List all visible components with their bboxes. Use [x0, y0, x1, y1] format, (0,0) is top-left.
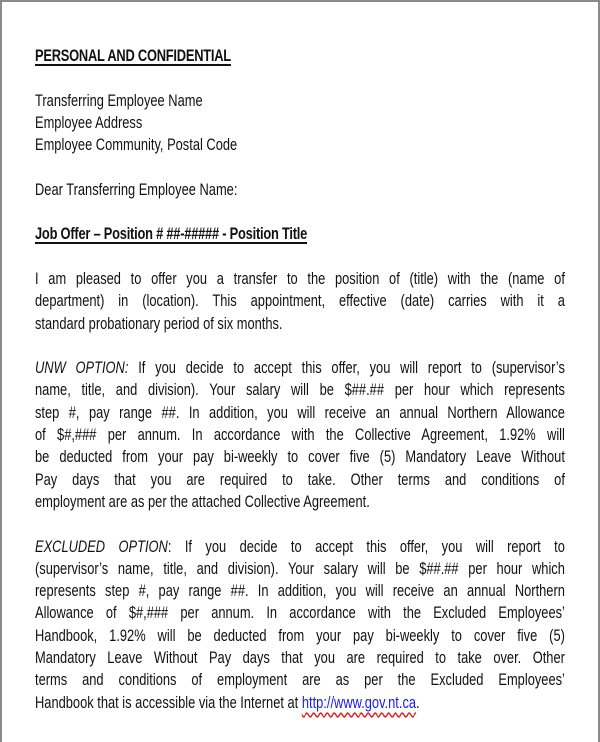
- unw-text: If you decide to accept this offer, you will report to (supervisor’s: [128, 358, 565, 378]
- excluded-last-line: [35, 692, 565, 714]
- unw-first-line: [35, 357, 565, 379]
- intro-line: standard probationary period of six months.: [35, 313, 283, 333]
- excluded-line: Mandatory Leave Without Pay days that you are required to take over. Other: [35, 648, 565, 668]
- excluded-text: If you decide to accept this offer, you will report to: [171, 536, 565, 556]
- unw-line: of $#,### per annum. In accordance with the Collective Agreement, 1.92% will: [35, 425, 565, 445]
- address-line: Transferring Employee Name: [35, 90, 203, 110]
- excluded-line: terms and conditions of employment are as per the Excluded Employees’: [35, 670, 565, 690]
- colon: :: [167, 536, 172, 556]
- intro-line: department) in (location). This appointment, effective (date) carries with it a: [35, 291, 565, 311]
- address-line: Employee Address: [35, 112, 143, 132]
- unw-line: be deducted from your pay bi-weekly to cover five (5) Mandatory Leave Without: [35, 447, 565, 467]
- period: .: [416, 692, 420, 712]
- unw-line: employment are as per the attached Collective Agreement.: [35, 491, 370, 511]
- excluded-text: Handbook that is accessible via the Internet at: [35, 692, 302, 712]
- excluded-line: (supervisor’s name, title, and division). Your salary will be $##.## per hour which: [35, 558, 565, 578]
- excluded-line: Allowance of $#,### per annum. In accordance with the Excluded Employees’: [35, 603, 565, 623]
- confidential-heading: PERSONAL AND CONFIDENTIAL: [35, 46, 231, 65]
- unw-line: name, title, and division). Your salary will be $##.## per hour which represents: [35, 380, 565, 400]
- excluded-line: Handbook, 1.92% will be deducted from your pay bi-weekly to cover five (5): [35, 625, 565, 645]
- excluded-first-line: [35, 536, 565, 558]
- intro-line: I am pleased to offer you a transfer to the position of (title) with the (name of: [35, 268, 565, 288]
- subject-line: Job Offer – Position # ##-##### - Position Title: [35, 224, 308, 244]
- unw-label: UNW OPTION:: [35, 358, 129, 378]
- excluded-line: represents step #, pay range ##. In addition, you will receive an annual Northern: [35, 581, 565, 601]
- unw-line: Pay days that you are required to take. Other terms and conditions of: [35, 469, 565, 489]
- letter-body: [35, 45, 565, 714]
- unw-line: step #, pay range ##. In addition, you will receive an annual Northern Allowance: [35, 402, 565, 422]
- address-line: Employee Community, Postal Code: [35, 135, 238, 155]
- gov-nt-link[interactable]: http://www.gov.nt.ca: [301, 692, 417, 712]
- salutation: Dear Transferring Employee Name:: [35, 179, 238, 199]
- excluded-label: EXCLUDED OPTION: [35, 536, 168, 556]
